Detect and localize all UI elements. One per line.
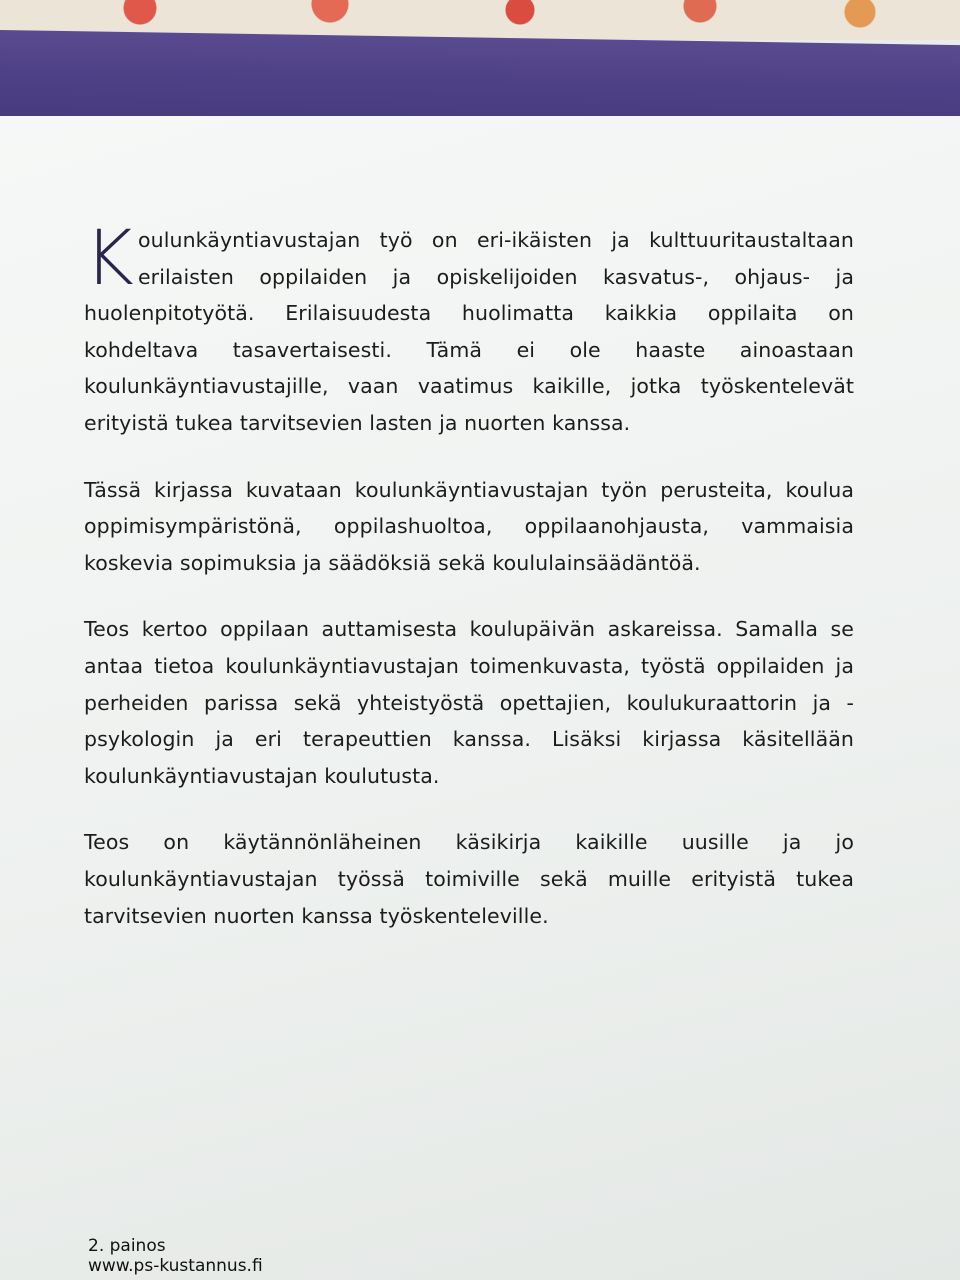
publisher-website: www.ps-kustannus.fi <box>88 1256 263 1276</box>
paragraph-3: Teos kertoo oppilaan auttamisesta koulupäivän askareissa. Samalla se antaa tietoa koulunkäyntiavustajan toimenkuvasta, työstä oppilaiden ja perheiden parissa sekä yhteistyöstä opettajien, koulukuraattorin ja -psykologin ja eri terapeuttien kanssa. Lisäksi kirjassa käsitellään koulunkäyntiavustajan koulutusta. <box>84 617 854 788</box>
publisher-footer <box>88 1236 263 1276</box>
drop-cap: K <box>84 213 134 302</box>
edition-label: 2. painos <box>88 1236 166 1256</box>
paragraph-4: Teos on käytännönläheinen käsikirja kaikille uusille ja jo koulunkäyntiavustajan työssä toimiville sekä muille erityistä tukea tarvitsevien nuorten kanssa työskenteleville. <box>84 830 854 928</box>
paragraph-1 <box>84 213 854 442</box>
paragraph-2: Tässä kirjassa kuvataan koulunkäyntiavustajan työn perusteita, koulua oppimisympäristönä, oppilashuoltoa, oppilaanohjausta, vammaisia koskevia sopimuksia ja säädöksiä sekä koululainsäädäntöä. <box>84 477 854 575</box>
blurb-text <box>84 213 854 964</box>
paragraph-1-text: oulunkäyntiavustajan työ on eri-ikäisten ja kulttuuritaustaltaan erilaisten oppilaiden ja opiskelijoiden kasvatus-, ohjaus- ja huolenpitotyötä. Erilaisuudesta huolimatta kaikkia oppilaita on kohdeltava tasavertaisesti. Tämä ei ole haaste ainoastaan koulunkäyntiavustajille, vaan vaatimus kaikille, jotka työskentelevät erityistä tukea tarvitsevien lasten ja nuorten kanssa. <box>84 228 854 435</box>
